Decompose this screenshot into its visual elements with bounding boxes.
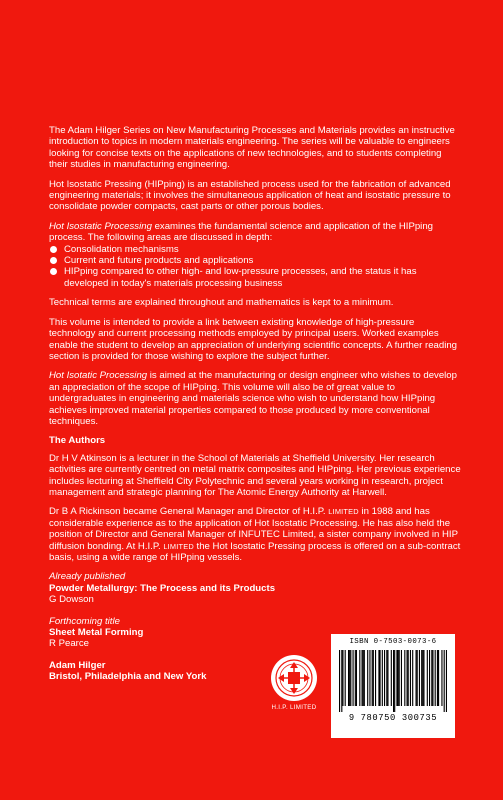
pub-author: R Pearce bbox=[49, 638, 89, 650]
logo-text: H.I.P. LIMITED bbox=[271, 704, 317, 711]
bullet-icon bbox=[50, 257, 57, 264]
limited-smallcaps: LIMITED bbox=[163, 541, 194, 551]
bio-text: the Hot Isostatic Pressing process is offered on a sub-contract basis, using a wide range of HIPping vessels. bbox=[49, 540, 461, 563]
bullet-icon bbox=[50, 268, 57, 275]
list-item bbox=[49, 244, 461, 255]
pub-title: Sheet Metal Forming bbox=[49, 627, 144, 639]
audience-text: is aimed at the manufacturing or design engineer who wishes to develop an appreciation of the scope of HIPping. This volume will also be of great value to undergraduates in engineering and materials science who wish to understand how HIPping achieves improved material properties compared to those produced by more conventional techniques. bbox=[49, 370, 457, 427]
bio-text: Dr B A Rickinson became General Manager and Director of H.I.P. bbox=[49, 506, 329, 518]
volume-purpose: This volume is intended to provide a link between existing knowledge of high-pressure technology and current processing methods employed by principal users. Worked examples enable the student to develop an appreciation of underlying scientific concepts. A further reading section is provided for those wishing to explore the subject further. bbox=[49, 316, 458, 362]
barcode-number: 9 780750 300735 bbox=[348, 713, 438, 723]
list-item bbox=[49, 266, 461, 289]
barcode bbox=[331, 634, 455, 738]
pub-title: Powder Metallurgy: The Process and its Products bbox=[49, 582, 276, 594]
hipping-definition: Hot Isostatic Pressing (HIPping) is an established process used for the fabrication of advanced engineering materials; it involves the simultaneous application of heat and isostatic pressure to consolidate powder compacts, cast parts or other porous bodies. bbox=[49, 178, 451, 213]
book-summary bbox=[49, 221, 461, 244]
limited-smallcaps: LIMITED bbox=[328, 507, 359, 517]
series-intro: The Adam Hilger Series on New Manufacturing Processes and Materials provides an instructive introduction to topics in modern materials engineering. The series will be valuable to engineers looking for concise texts on the applications of new technologies, and to students completing their studies in manufacturing engineering. bbox=[49, 125, 455, 171]
authors-heading: The Authors bbox=[49, 435, 106, 447]
book-summary-text: examines the fundamental science and application of the HIPping process. The following areas are discussed in depth: bbox=[49, 220, 433, 244]
hip-logo bbox=[271, 655, 317, 725]
barcode-bars-icon bbox=[339, 650, 447, 712]
pub-label: Forthcoming title bbox=[49, 615, 120, 627]
isbn-label: ISBN 0-7503-0073-6 bbox=[349, 638, 437, 646]
author-atkinson-bio: Dr H V Atkinson is a lecturer in the School of Materials at Sheffield University. Her research activities are currently centred on metal matrix composites and HIPping. Her previous experience includes lecturing at Sheffield City Polytechnic and several years working in research, project management and strategic planning for The Atomic Energy Authority at Harwell. bbox=[49, 452, 461, 498]
bio-text: in 1988 and has considerable experience as to the application of Hot Isostatic Processing. He has also held the position of Director and General Manager of INFUTEC Limited, a sister company involved in HIP diffusion bonding. At H.I.P. bbox=[49, 506, 458, 552]
audience-paragraph bbox=[49, 370, 461, 427]
list-item-text: Current and future products and applications bbox=[64, 255, 254, 267]
pub-author: G Dowson bbox=[49, 594, 94, 606]
list-item-text: HIPping compared to other high- and low-pressure processes, and the status it has developed in today's materials processing business bbox=[64, 266, 417, 289]
back-cover-text bbox=[49, 125, 461, 683]
technical-terms-note: Technical terms are explained throughout and mathematics is kept to a minimum. bbox=[49, 297, 394, 309]
pub-label: Already published bbox=[49, 571, 126, 583]
publisher-cities: Bristol, Philadelphia and New York bbox=[49, 671, 207, 683]
author-rickinson-bio bbox=[49, 506, 461, 563]
topics-list bbox=[49, 244, 461, 290]
bullet-icon bbox=[50, 246, 57, 253]
already-published bbox=[49, 571, 461, 605]
list-item-text: Consolidation mechanisms bbox=[64, 243, 179, 255]
book-title-italic: Hot Isostatic Processing bbox=[49, 220, 152, 232]
publisher-name: Adam Hilger bbox=[49, 659, 106, 671]
hip-logo-icon bbox=[271, 655, 317, 701]
book-title-italic: Hot Isotatic Processing bbox=[49, 370, 148, 382]
list-item bbox=[49, 255, 461, 266]
